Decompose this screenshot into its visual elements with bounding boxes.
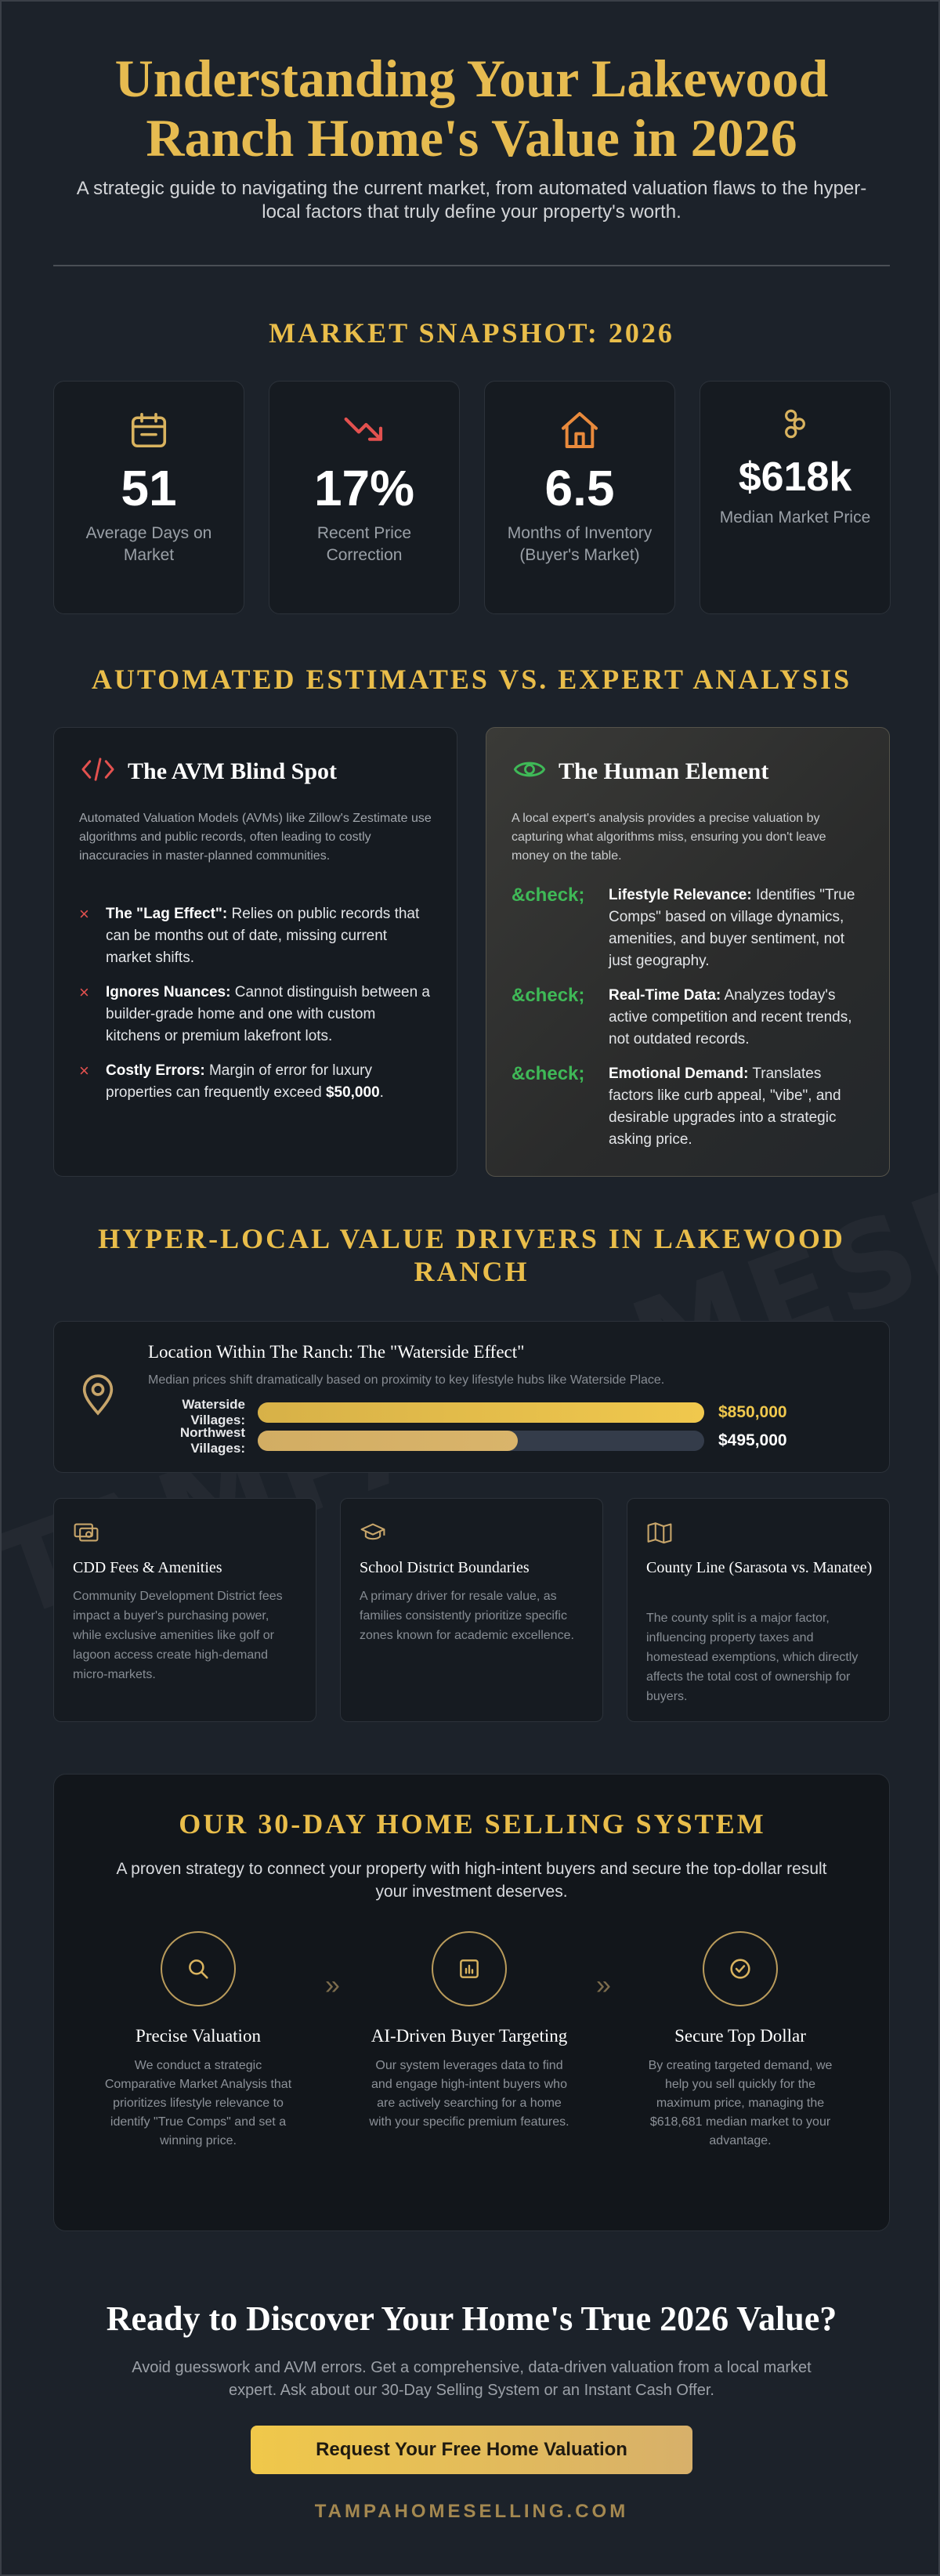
price-bar-row [156,1397,853,1427]
brand-link[interactable]: TAMPAHOMESELLING.COM [314,2501,629,2522]
cta-subtitle: Avoid guesswork and AVM errors. Get a comprehensive, data-driven valuation from a local market expert. Ask about our 30-Day Selling System or an Instant Cash Offer. [132,2359,812,2399]
stat-card-inventory [484,381,675,614]
stat-card-days [53,381,244,614]
drivers-heading: HYPER-LOCAL VALUE DRIVERS IN LAKEWOOD RANCH [98,1223,845,1287]
item-bold: Ignores Nuances: [106,984,231,1000]
x-icon: × [79,1061,89,1080]
page-subtitle: A strategic guide to navigating the current market, from automated valuation flaws to the hyper-local factors that truly define your property's worth. [76,178,867,223]
item-bold: Costly Errors: [106,1062,205,1079]
human-benefit-item [512,885,866,972]
item-bold: The "Lag Effect": [106,906,228,922]
bar-chart-icon [432,1931,507,2006]
item-text: Relies on public records that can be months out of date, missing current market shifts. [106,906,420,966]
bar-track [258,1431,704,1451]
driver-text: A primary driver for resale value, as families consistently prioritize specific zones known for academic excellence. [360,1590,574,1642]
item-text: Margin of error for luxury properties can frequently exceed [106,1062,372,1101]
item-text: Analyzes today's active competition and recent trends, not outdated records. [609,987,852,1047]
comparison-heading: AUTOMATED ESTIMATES VS. EXPERT ANALYSIS [91,664,852,695]
stat-value: 6.5 [544,460,615,516]
location-card [53,1321,890,1473]
check-icon: &check; [512,1063,585,1084]
item-text: Identifies "True Comps" based on village dynamics, amenities, and buyer sentiment, not just geography. [609,887,855,969]
step-text: Our system leverages data to find and engage high-intent buyers who are actively searching for a home with your specific premium features. [369,2059,569,2129]
badge-check-icon [703,1931,778,2006]
snapshot-heading: MARKET SNAPSHOT: 2026 [269,317,674,349]
error-amount: $50,000 [325,1084,380,1101]
divider [53,265,890,266]
step-title: Precise Valuation [136,2026,261,2046]
system-subtitle: A proven strategy to connect your property with high-intent buyers and secure the top-dollar result your investment deserves. [116,1860,827,1901]
avm-card [53,727,457,1177]
stat-label: Months of Inventory (Buyer's Market) [507,524,653,564]
step-title: Secure Top Dollar [674,2026,806,2046]
bar-label: Waterside Villages: [182,1397,245,1427]
map-icon [646,1521,673,1548]
driver-card-county [627,1498,890,1722]
item-text: Cannot distinguish between a builder-grade home and one with custom kitchens or premium lakefront lots. [106,984,430,1044]
driver-text: Community Development District fees impact a buyer's purchasing power, while exclusive amenities like golf or lagoon access create high-demand micro-markets. [73,1590,283,1681]
stat-value: $618k [738,454,852,500]
request-valuation-button[interactable]: Request Your Free Home Valuation [251,2426,692,2474]
step-text: By creating targeted demand, we help you sell quickly for the maximum price, managing the $618,681 median market to your advantage. [648,2059,833,2147]
code-icon [81,756,115,787]
bar-fill [258,1431,518,1451]
bar-track [258,1402,704,1423]
item-bold: Emotional Demand: [609,1065,749,1082]
price-bar-row [156,1425,853,1456]
chevron-right-icon: » [596,1970,611,2000]
check-icon: &check; [512,985,585,1006]
graduation-cap-icon [360,1521,386,1548]
stat-card-correction [269,381,460,614]
stat-card-median [700,381,891,614]
stat-value: 17% [313,460,415,516]
location-subtitle: Median prices shift dramatically based on proximity to key lifestyle hubs like Waterside Place. [148,1373,665,1387]
driver-text: The county split is a major factor, influencing property taxes and homestead exemptions, which directly affects the total cost of ownership for buyers. [646,1612,859,1703]
step-title: AI-Driven Buyer Targeting [371,2026,568,2046]
bar-label: Northwest Villages: [179,1425,245,1456]
human-benefit-item [512,985,866,1051]
cash-icon [73,1521,99,1548]
driver-title: County Line (Sarasota vs. Manatee) [646,1559,873,1576]
driver-card-schools [340,1498,603,1722]
page-title: Understanding Your Lakewood Ranch Home's Value in 2026 [114,49,829,168]
x-icon: × [79,904,89,924]
avm-intro: Automated Valuation Models (AVMs) like Zillow's Zestimate use algorithms and public records, often leading to costly inaccuracies in master-planned communities. [79,812,432,863]
coins-icon [700,402,890,446]
step-text: We conduct a strategic Comparative Market Analysis that prioritizes lifestyle relevance to identify "True Comps" and set a winning price. [104,2059,292,2147]
chevron-right-icon: » [325,1970,340,2000]
driver-title: School District Boundaries [360,1559,530,1576]
check-icon: &check; [512,885,585,906]
avm-issue-item [79,982,433,1047]
selling-system-card [53,1774,890,2231]
bar-fill [258,1402,704,1423]
calendar-icon [54,408,244,452]
system-heading: OUR 30-DAY HOME SELLING SYSTEM [179,1808,766,1840]
bar-value: $850,000 [718,1403,787,1421]
step-top-dollar [640,1931,841,2151]
stat-label: Recent Price Correction [316,524,412,564]
step-ai-targeting [369,1931,569,2132]
house-icon [485,408,674,452]
avm-card-title: The AVM Blind Spot [128,758,338,784]
stat-value: 51 [121,460,177,516]
map-pin-icon [78,1372,118,1421]
human-intro: A local expert's analysis provides a precise valuation by capturing what algorithms miss, ensuring you don't leave money on the table. [512,812,826,863]
trending-down-icon [269,408,459,452]
item-bold: Lifestyle Relevance: [609,887,752,903]
driver-card-cdd [53,1498,316,1722]
human-card-title: The Human Element [559,758,769,784]
avm-card-header [81,756,337,787]
avm-issue-item: × Costly Errors: Margin of error for luxury properties can frequently exceed $50,000. [79,1060,433,1104]
cta-title: Ready to Discover Your Home's True 2026 Value? [106,2299,837,2338]
x-icon: × [79,982,89,1002]
search-icon [161,1931,236,2006]
human-card-header [513,756,768,787]
eye-icon [513,756,546,787]
stat-label: Median Market Price [719,508,871,526]
bar-value: $495,000 [718,1431,787,1449]
stat-label: Average Days on Market [85,524,212,564]
item-text: Translates factors like curb appeal, "vibe", and desirable upgrades into a strategic asking price. [609,1065,841,1148]
avm-issue-item [79,903,433,969]
human-card [486,727,890,1177]
item-bold: Real-Time Data: [609,987,721,1004]
human-benefit-item [512,1063,866,1151]
location-title: Location Within The Ranch: The "Waterside Effect" [148,1342,525,1362]
step-precise-valuation [98,1931,298,2151]
driver-title: CDD Fees & Amenities [73,1559,222,1576]
